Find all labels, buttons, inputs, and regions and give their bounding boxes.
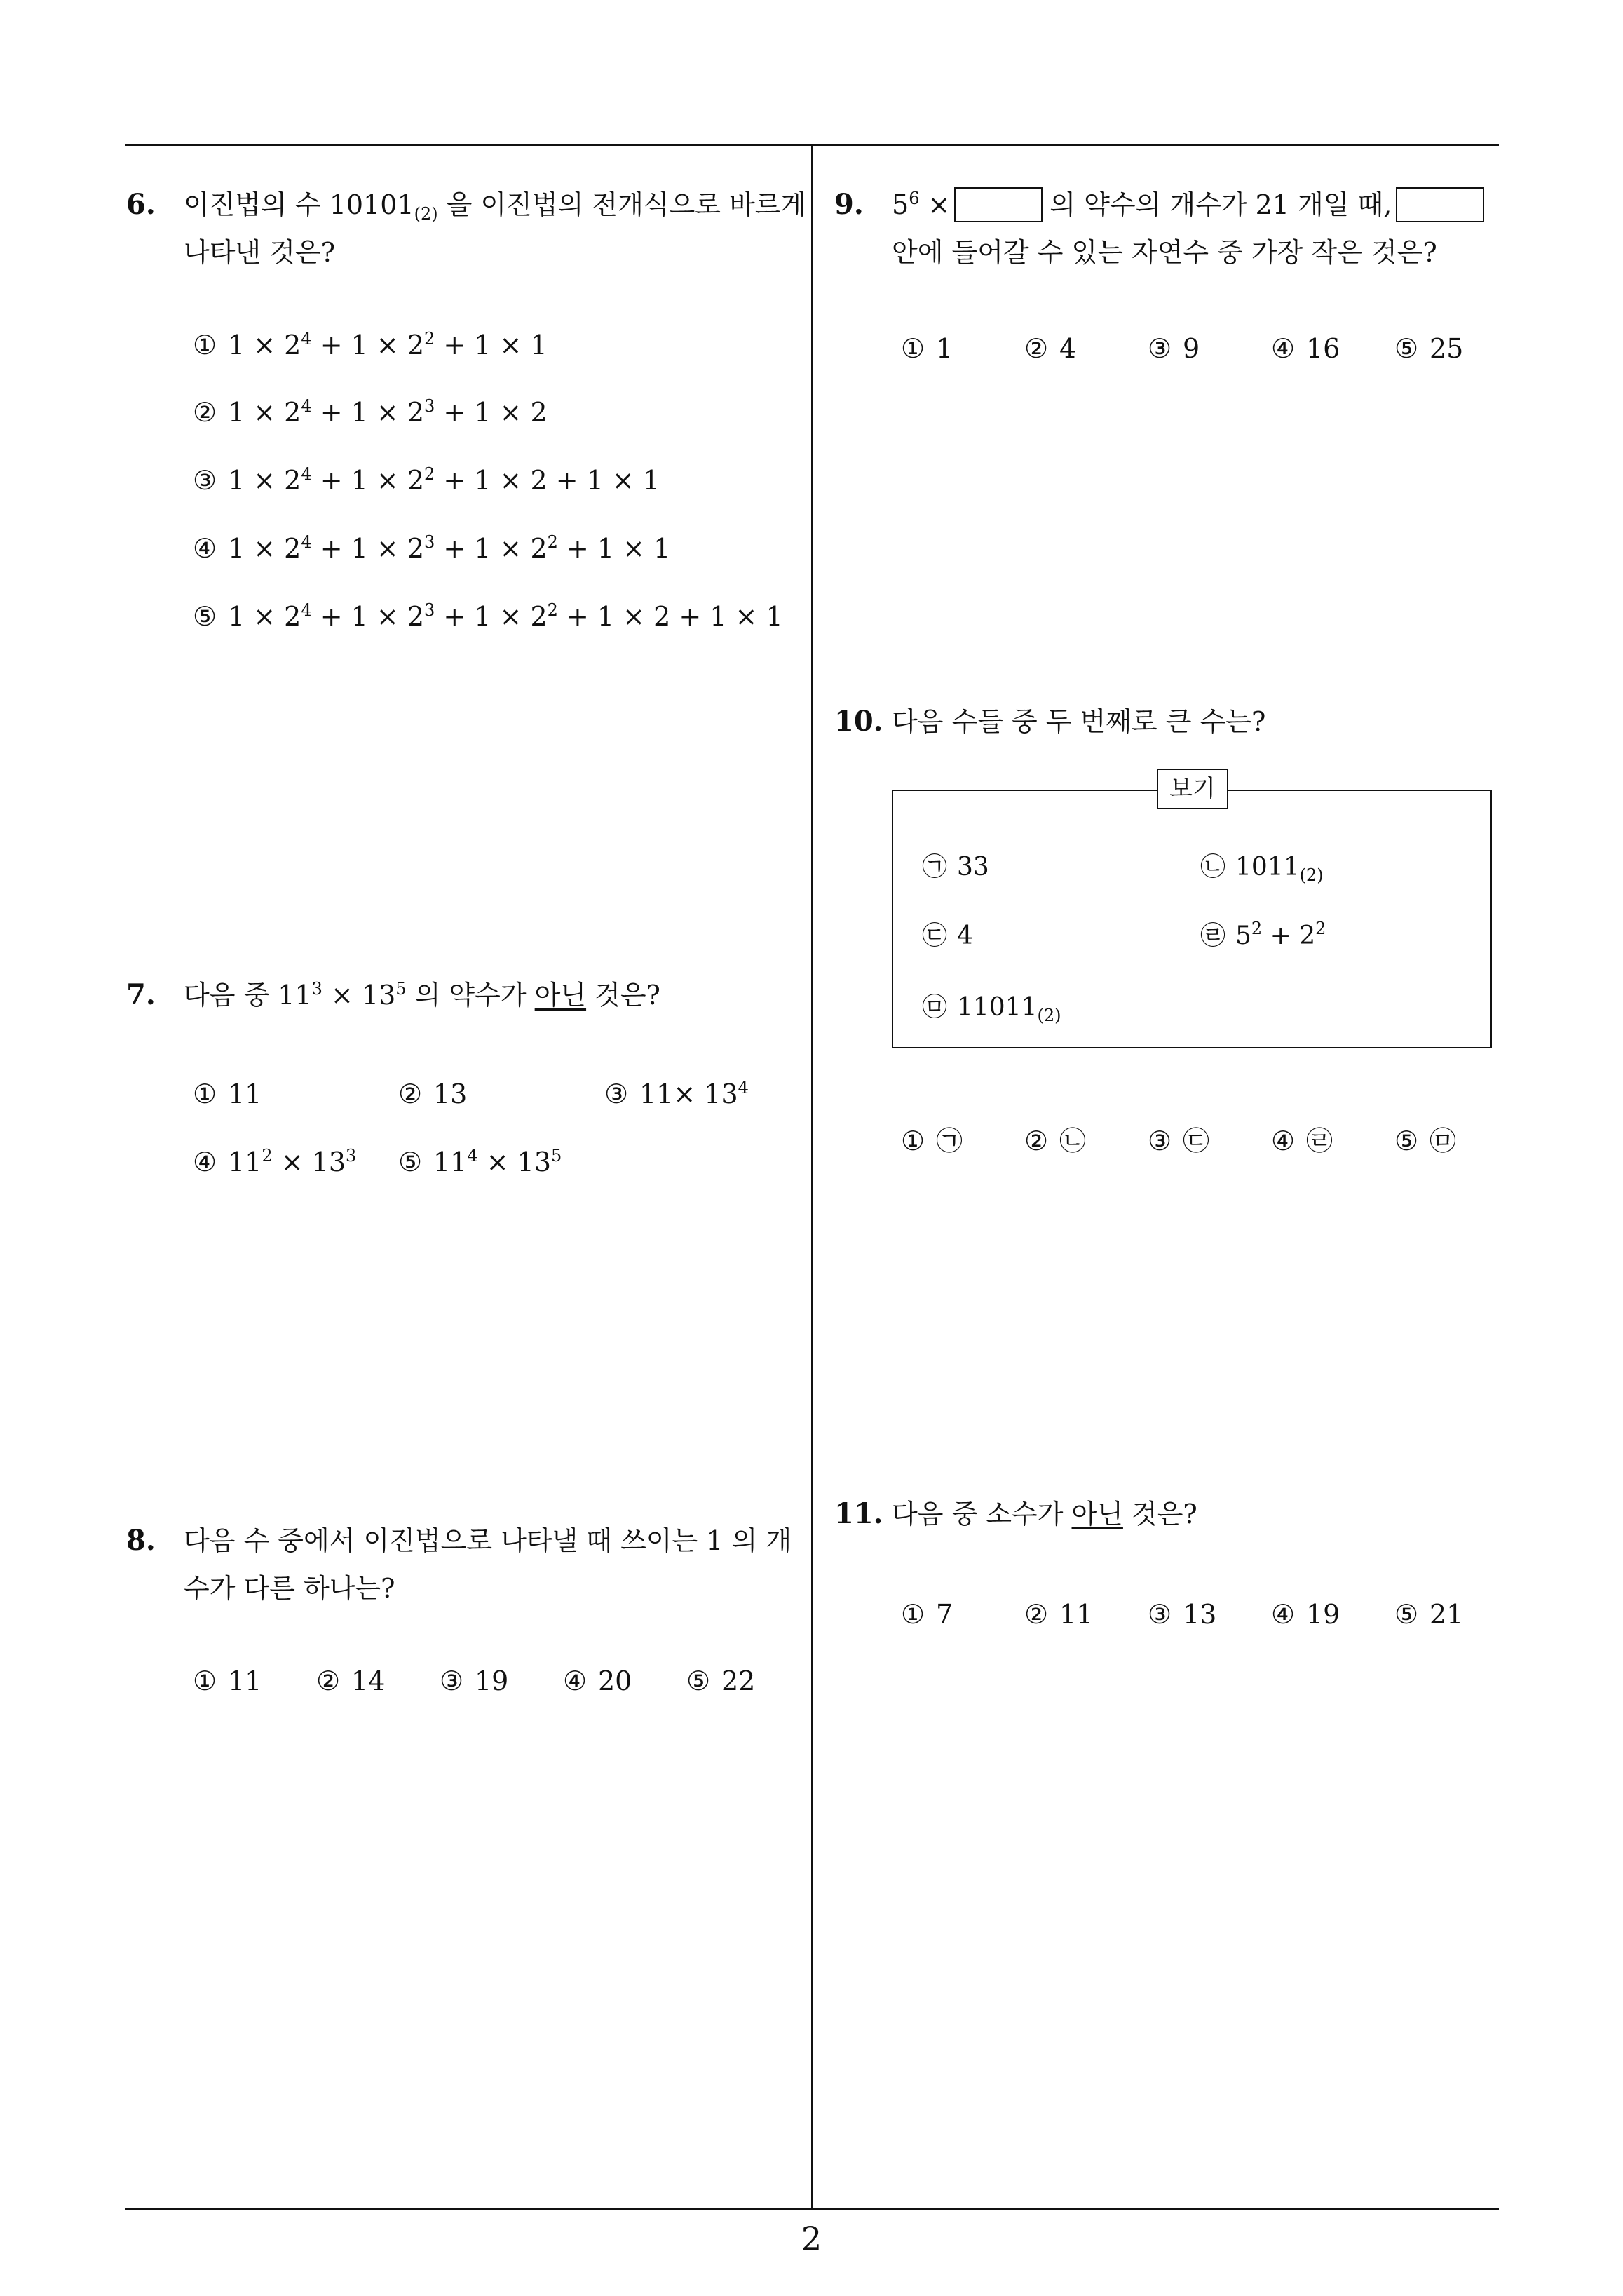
choice-1[interactable]: ① 11 [193, 1079, 262, 1109]
choice-5[interactable]: ⑤ 21 [1394, 1599, 1464, 1630]
choice-5[interactable]: ⑤ 25 [1394, 333, 1464, 364]
page-number: 2 [801, 2220, 822, 2257]
choice-4[interactable]: ④ ㉣ [1271, 1126, 1333, 1156]
question-stem: $5^6$ × 의 약수의 개수가 21 개일 때, 안에 들어갈 수 있는 자연수 중 가장 작은 것은? [892, 181, 1491, 276]
choice-2[interactable]: ② 14 [316, 1666, 386, 1696]
choice-3[interactable]: ③ ㉢ [1148, 1126, 1210, 1156]
choice-2[interactable]: ② 4 [1024, 333, 1077, 364]
question-stem: 다음 수 중에서 이진법으로 나타낼 때 쓰이는 1 의 개 수가 다른 하나는? [184, 1525, 792, 1604]
answer-blank-box [1396, 187, 1484, 222]
choice-3[interactable]: ③ 9 [1148, 333, 1200, 364]
bottom-rule [125, 2208, 1499, 2210]
choice-2[interactable]: ② 11 [1024, 1599, 1094, 1630]
bogi-item-3: ㉢ 4 [922, 921, 973, 950]
choice-3[interactable]: ③ $1 \times 2^4 + 1 \times 2^2 + 1 \times 2 + 1 \times 1$ [193, 464, 660, 496]
choice-5[interactable]: ⑤ $11^4 \times 13^5$ [398, 1146, 562, 1177]
question-stem: 다음 중 소수가 아닌 것은? [892, 1499, 1197, 1529]
question-number: 10. [834, 705, 883, 738]
choice-2[interactable]: ② 13 [398, 1079, 468, 1109]
choice-3[interactable]: ③ 19 [440, 1666, 509, 1696]
question-stem: 이진법의 수 $10101_{(2)}$ 을 이진법의 전개식으로 바르게 나타낸 것은? [184, 189, 807, 268]
choice-3[interactable]: ③ $11\times 13^4$ [604, 1078, 749, 1109]
choice-4[interactable]: ④ $11^2 \times 13^3$ [193, 1146, 357, 1177]
bogi-item-2: ㉡ $1011_{(2)}$ [1200, 853, 1324, 885]
choice-5[interactable]: ⑤ 22 [686, 1666, 756, 1696]
question-number: 11. [834, 1497, 883, 1530]
choice-2[interactable]: ② $1 \times 2^4 + 1 \times 2^3 + 1 \times 2$ [193, 396, 548, 428]
choice-4[interactable]: ④ 16 [1271, 333, 1340, 364]
choice-1[interactable]: ① 1 [901, 333, 953, 364]
column-divider [811, 144, 813, 2209]
bogi-label: 보기 [1157, 769, 1228, 809]
question-stem: 다음 중 $11^3 \times 13^5$ 의 약수가 아닌 것은? [184, 979, 660, 1011]
choice-1[interactable]: ① $1 \times 2^4 + 1 \times 2^2 + 1 \times 1$ [193, 329, 548, 360]
answer-blank-box [954, 187, 1043, 222]
choice-1[interactable]: ① 11 [193, 1666, 262, 1696]
bogi-item-1: ㉠ 33 [922, 853, 989, 882]
choice-2[interactable]: ② ㉡ [1024, 1126, 1087, 1156]
choice-5[interactable]: ⑤ ㉤ [1394, 1126, 1457, 1156]
question-number: 9. [834, 188, 864, 221]
choice-4[interactable]: ④ 19 [1271, 1599, 1340, 1630]
question-stem: 다음 수들 중 두 번째로 큰 수는? [892, 706, 1266, 737]
choice-3[interactable]: ③ 13 [1148, 1599, 1217, 1630]
choice-1[interactable]: ① ㉠ [901, 1126, 963, 1156]
choice-4[interactable]: ④ $1 \times 2^4 + 1 \times 2^3 + 1 \times 2^2 + 1 \times 1$ [193, 532, 671, 564]
bogi-item-5: ㉤ $11011_{(2)}$ [922, 993, 1061, 1025]
choice-5[interactable]: ⑤ $1 \times 2^4 + 1 \times 2^3 + 1 \times 2^2 + 1 \times 2 + 1 \times 1$ [193, 600, 783, 632]
question-number: 6. [126, 188, 156, 221]
question-number: 8. [126, 1524, 156, 1557]
choice-1[interactable]: ① 7 [901, 1599, 953, 1630]
question-number: 7. [126, 978, 156, 1011]
bogi-item-4: ㉣ $5^2 + 2^2$ [1200, 919, 1326, 950]
choice-4[interactable]: ④ 20 [563, 1666, 632, 1696]
